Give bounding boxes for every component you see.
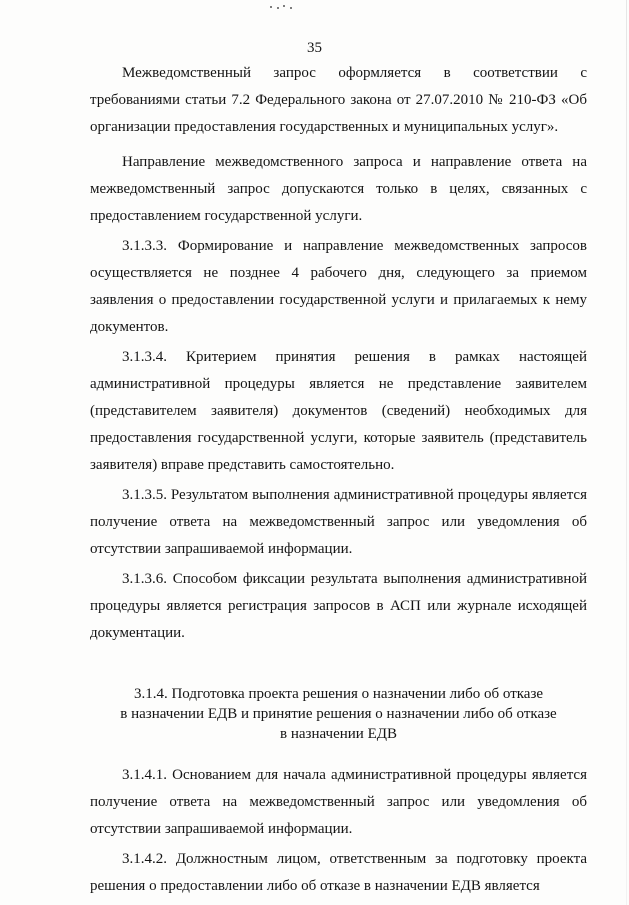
section-heading-line: в назначении ЕДВ и принятие решения о назначении либо об отказе bbox=[120, 706, 557, 722]
paragraph: Направление межведомственного запроса и направление ответа на межведомственный запрос допускаются только в целях, связанных с предоставлением государственной услуги. bbox=[90, 154, 587, 224]
paragraph: 3.1.3.4. Критерием принятия решения в рамках настоящей административной процедуры является не представление заявителем (представителем заявителя) документов (сведений) необходимых для предоставления государственной услуги, которые заявитель (представитель заявителя) вправе представить самостоятельно. bbox=[90, 349, 587, 473]
section-heading-line: в назначении ЕДВ bbox=[280, 726, 397, 742]
section-heading-line: 3.1.4. Подготовка проекта решения о назначении либо об отказе bbox=[133, 686, 544, 702]
paragraph: 3.1.4.2. Должностным лицом, ответственным за подготовку проекта решения о предоставлении либо об отказе в назначении ЕДВ является bbox=[90, 851, 587, 894]
document-body bbox=[90, 60, 587, 900]
paragraph: 3.1.4.1. Основанием для начала административной процедуры является получение ответа на межведомственный запрос или уведомления об отсутствии запрашиваемой информации. bbox=[90, 767, 587, 837]
paragraph: 3.1.3.5. Результатом выполнения административной процедуры является получение ответа на межведомственный запрос или уведомления об отсутствии запрашиваемой информации. bbox=[90, 487, 587, 557]
paragraph: 3.1.3.6. Способом фиксации результата выполнения административной процедуры является регистрация запросов в АСП или журнале исходящей документации. bbox=[90, 571, 587, 641]
page-number: 35 bbox=[307, 40, 322, 56]
paragraph: 3.1.3.3. Формирование и направление межведомственных запросов осуществляется не позднее 4 рабочего дня, следующего за приемом заявления о предоставлении государственной услуги и прилагаемых к нему документов. bbox=[90, 238, 587, 335]
scan-artifact bbox=[268, 4, 298, 10]
paragraph: Межведомственный запрос оформляется в соответствии с требованиями статьи 7.2 Федерального закона от 27.07.2010 № 210-ФЗ «Об организации предоставления государственных и муниципальных услуг». bbox=[90, 65, 587, 135]
scan-edge bbox=[626, 0, 627, 905]
section-heading bbox=[90, 684, 587, 744]
